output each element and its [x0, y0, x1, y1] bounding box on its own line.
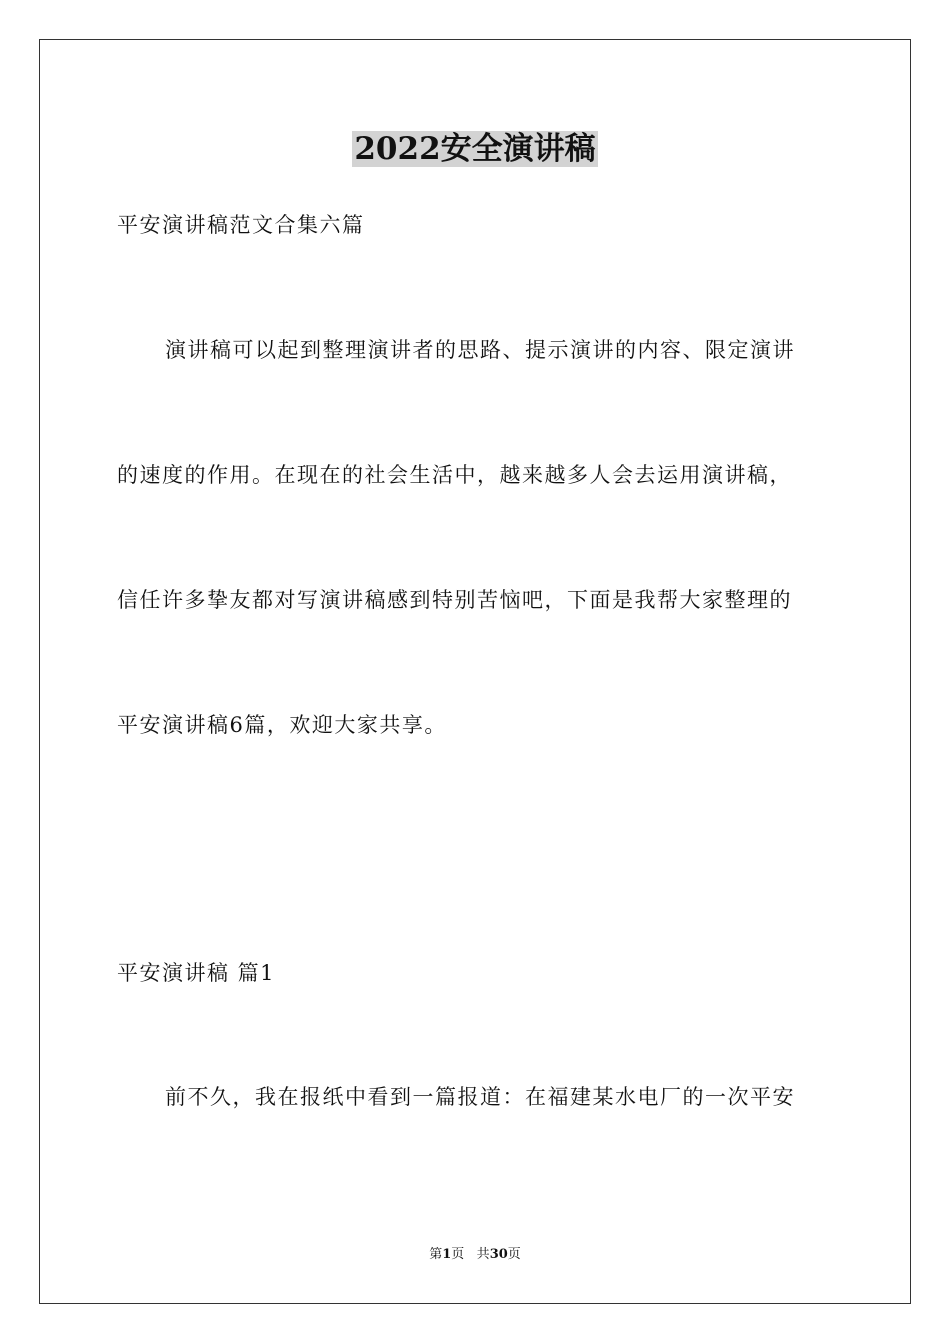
document-subtitle: 平安演讲稿范文合集六篇: [117, 213, 365, 237]
intro-line-1: 演讲稿可以起到整理演讲者的思路、提示演讲的内容、限定演讲: [165, 338, 795, 362]
footer-total-prefix: 共: [476, 1247, 490, 1262]
body-line-1: 前不久，我在报纸中看到一篇报道：在福建某水电厂的一次平安: [165, 1085, 795, 1109]
section-heading: 平安演讲稿 篇1: [117, 961, 276, 985]
footer-page-prefix: 第: [429, 1247, 443, 1262]
footer-page-total: 30: [489, 1247, 508, 1262]
footer-total-suffix: 页: [507, 1247, 521, 1262]
intro-line-3: 信任许多挚友都对写演讲稿感到特别苦恼吧，下面是我帮大家整理的: [117, 588, 792, 612]
footer-page-current: 1: [442, 1247, 452, 1262]
intro-line-2: 的速度的作用。在现在的社会生活中，越来越多人会去运用演讲稿，: [117, 463, 792, 487]
document-title-text: 2022安全演讲稿: [354, 131, 596, 167]
document-title: [0, 126, 950, 172]
page-footer: [0, 1246, 950, 1264]
footer-page-suffix: 页: [451, 1247, 465, 1262]
intro-line-4: 平安演讲稿6篇，欢迎大家共享。: [117, 713, 447, 737]
